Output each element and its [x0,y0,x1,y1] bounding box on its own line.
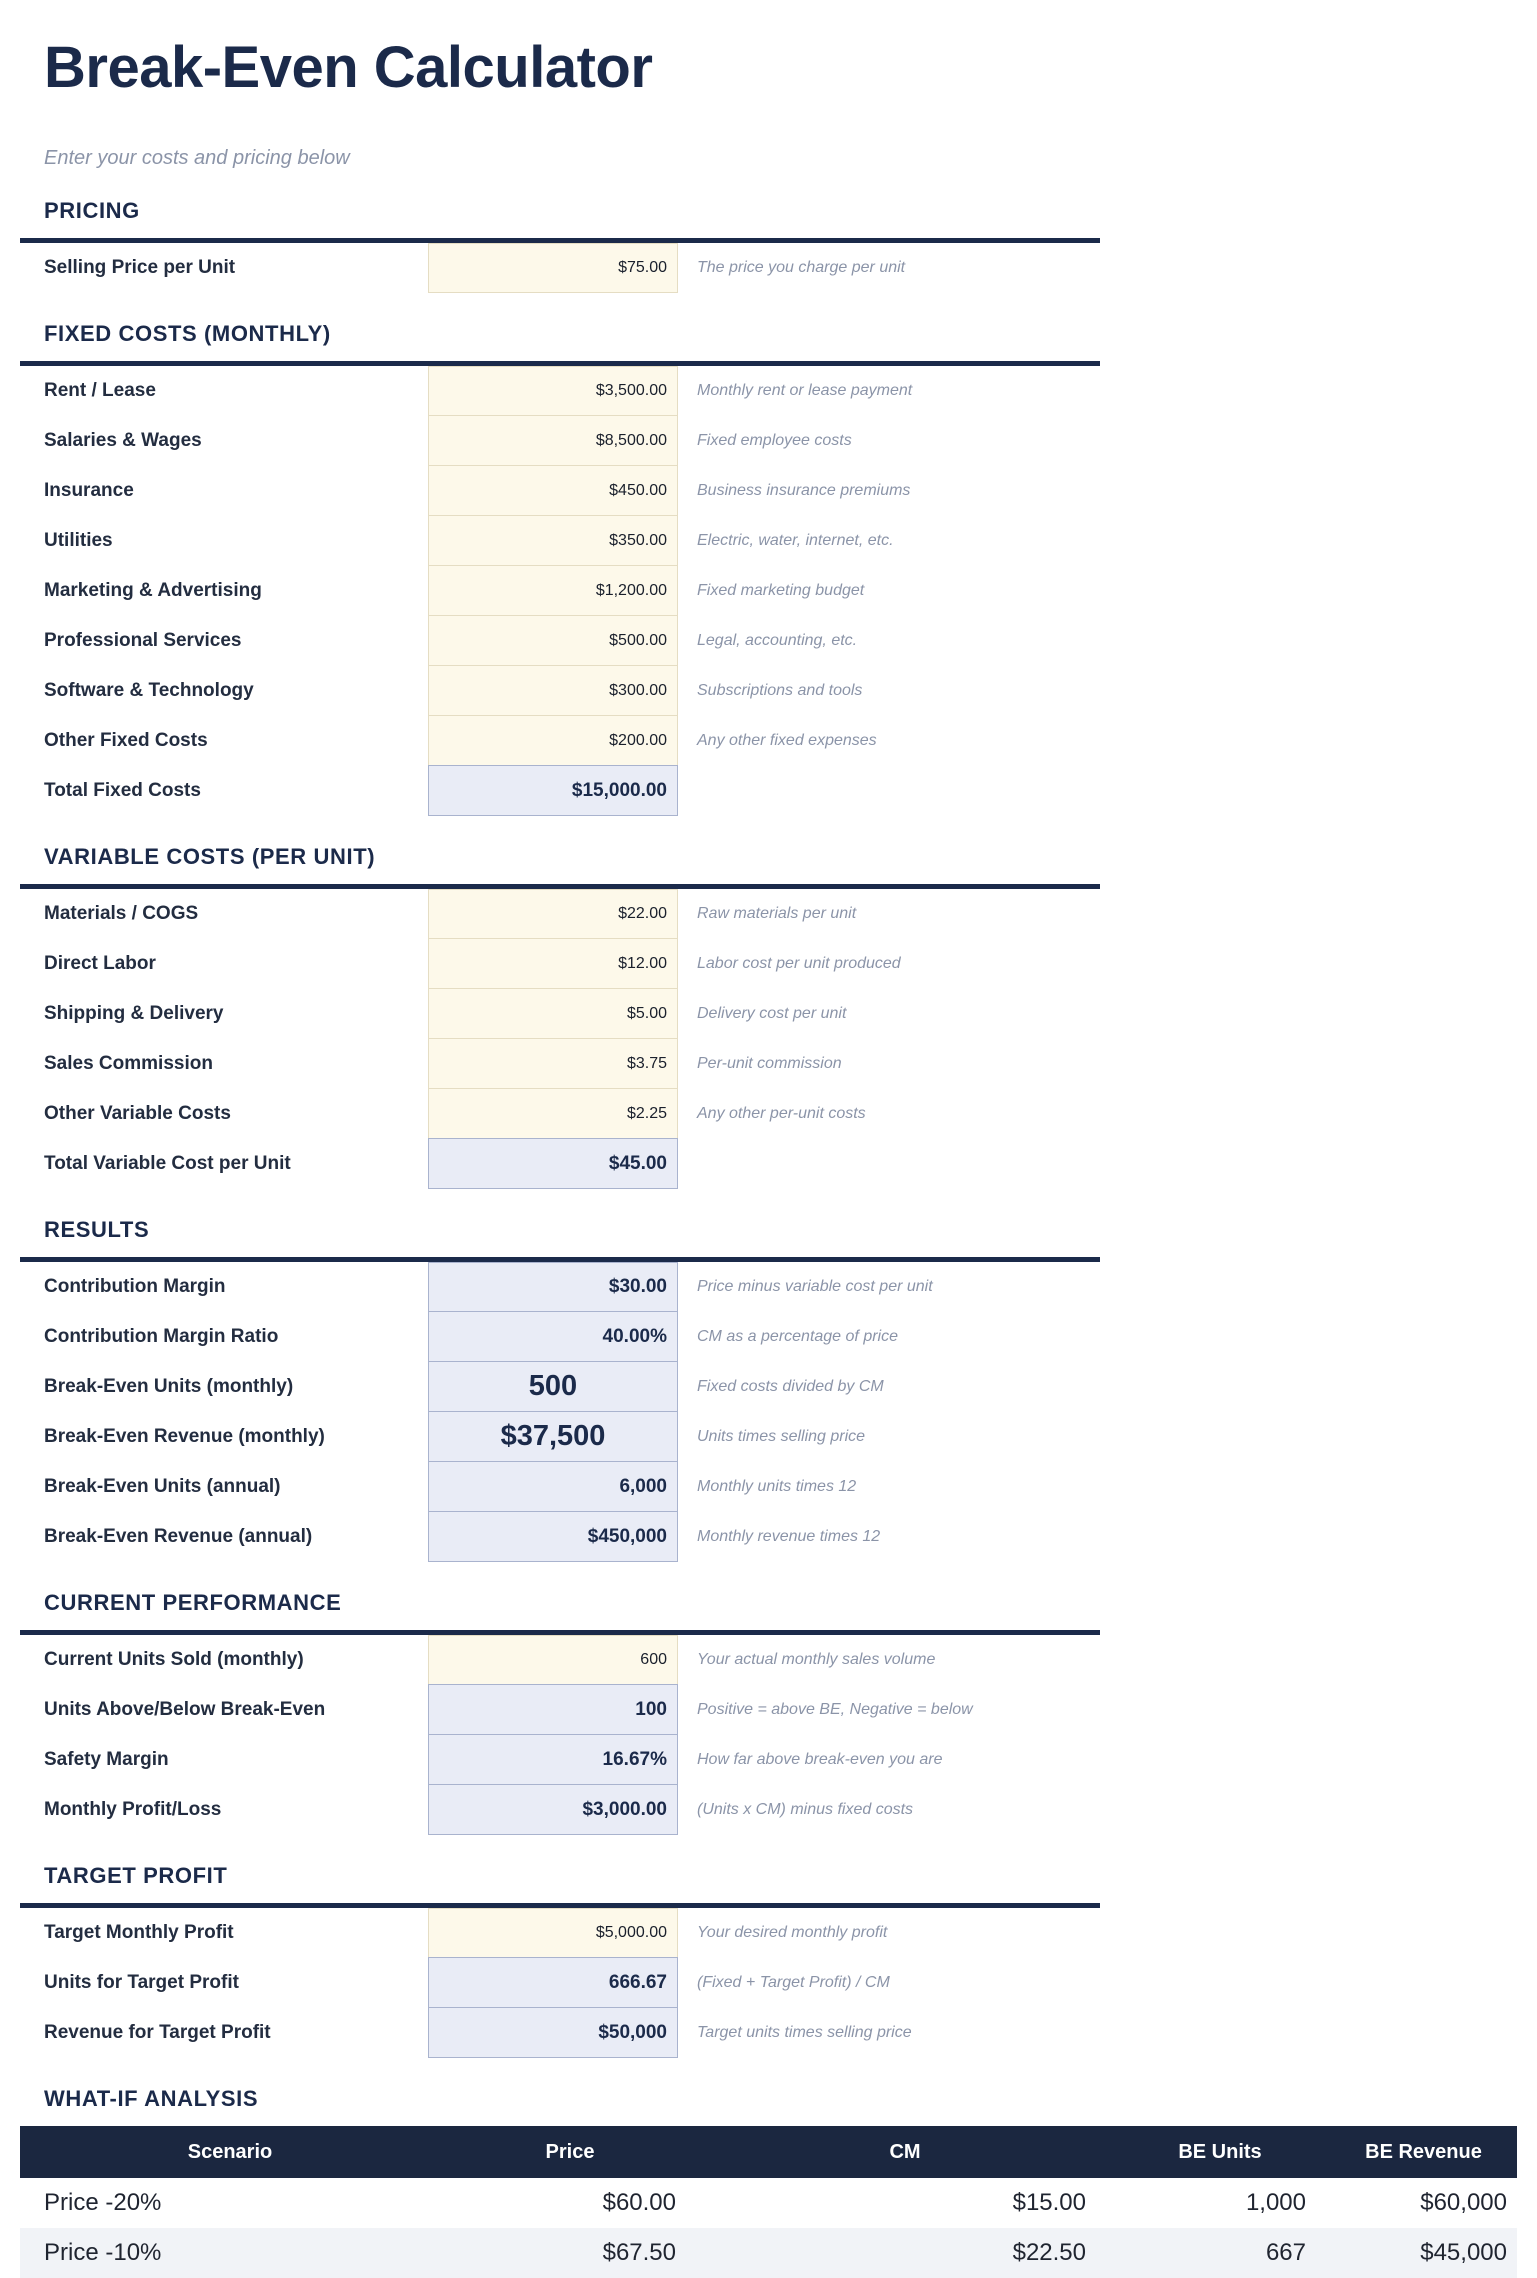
contribution-margin-value: $30.00 [428,1262,678,1312]
row-label: Marketing & Advertising [44,580,262,601]
price-cell: $60.00 [602,2189,676,2216]
row-description: Labor cost per unit produced [697,955,901,972]
section-heading-target-profit: TARGET PROFIT [44,1863,228,1888]
section-variable-costs [20,844,1517,1189]
form-row-software-technology [20,666,1100,716]
row-description: Any other per-unit costs [697,1105,866,1122]
row-label: Break-Even Revenue (annual) [44,1526,313,1547]
row-label: Insurance [44,480,134,501]
scenario-cell: Price -10% [44,2239,162,2266]
row-description: Subscriptions and tools [697,682,863,699]
row-description: Monthly units times 12 [697,1478,857,1495]
form-row-shipping-delivery [20,989,1100,1039]
form-row-utilities [20,516,1100,566]
section-target-profit [20,1863,1517,2058]
row-label: Utilities [44,530,113,551]
row-description: Fixed costs divided by CM [697,1378,884,1395]
row-description: Positive = above BE, Negative = below [697,1701,973,1718]
units-above-below-value: 100 [428,1684,678,1735]
pricing-rows [20,238,1100,293]
row-label: Revenue for Target Profit [44,2022,271,2043]
materials-cogs-input[interactable]: $22.00 [428,889,678,939]
form-row-break-even-units-monthly [20,1362,1100,1412]
row-label: Contribution Margin [44,1276,226,1297]
row-description: Raw materials per unit [697,905,857,922]
form-row-marketing-advertising [20,566,1100,616]
form-row-break-even-revenue-monthly [20,1412,1100,1462]
scenario-cell: Price -20% [44,2189,162,2216]
selling-price-input[interactable]: $75.00 [428,243,678,293]
form-row-units-for-target-profit [20,1958,1100,2008]
row-label: Target Monthly Profit [44,1922,234,1943]
form-row-break-even-revenue-annual [20,1512,1100,1562]
row-description: (Fixed + Target Profit) / CM [697,1974,890,1991]
form-row-other-variable-costs [20,1089,1100,1139]
break-even-revenue-annual-value: $450,000 [428,1511,678,1562]
break-even-units-monthly-value: 500 [428,1361,678,1412]
monthly-profit-loss-value: $3,000.00 [428,1784,678,1835]
contribution-margin-ratio-value: 40.00% [428,1311,678,1362]
target-profit-rows [20,1903,1100,2058]
row-description: Fixed employee costs [697,432,852,449]
row-description: Your actual monthly sales volume [697,1651,936,1668]
row-label: Units Above/Below Break-Even [44,1699,326,1720]
form-row-materials-cogs [20,889,1100,939]
column-header-price: Price [545,2140,595,2163]
row-label: Shipping & Delivery [44,1003,224,1024]
row-label: Rent / Lease [44,380,156,401]
row-description: How far above break-even you are [697,1751,943,1768]
row-label: Break-Even Units (monthly) [44,1376,294,1397]
total-fixed-costs-value: $15,000.00 [428,765,678,816]
section-current-performance [20,1590,1517,1835]
revenue-for-target-profit-value: $50,000 [428,2007,678,2058]
row-label: Materials / COGS [44,903,199,924]
column-header-be-units: BE Units [1178,2140,1262,2163]
be-units-cell: 667 [1265,2239,1306,2266]
column-header-scenario: Scenario [187,2140,273,2163]
page-title: Break-Even Calculator [44,35,653,100]
column-header-cm: CM [889,2140,921,2163]
current-units-sold-input[interactable]: 600 [428,1635,678,1685]
row-description: CM as a percentage of price [697,1328,898,1345]
row-description: Your desired monthly profit [697,1924,888,1941]
row-label: Total Variable Cost per Unit [44,1153,291,1174]
rent-lease-input[interactable]: $3,500.00 [428,366,678,416]
row-label: Contribution Margin Ratio [44,1326,279,1347]
form-row-rent-lease [20,366,1100,416]
row-label: Units for Target Profit [44,1972,239,1993]
row-description: The price you charge per unit [697,259,906,276]
row-label: Software & Technology [44,680,254,701]
row-label: Break-Even Revenue (monthly) [44,1426,325,1447]
row-description: Electric, water, internet, etc. [697,532,894,549]
form-row-other-fixed-costs [20,716,1100,766]
row-description: Any other fixed expenses [697,732,877,749]
form-row-units-above-below [20,1685,1100,1735]
be-revenue-cell: $45,000 [1420,2239,1507,2266]
section-heading-variable-costs: VARIABLE COSTS (PER UNIT) [44,844,376,869]
break-even-units-annual-value: 6,000 [428,1461,678,1512]
form-row-total-fixed-costs [20,766,1100,816]
row-label: Safety Margin [44,1749,169,1770]
salaries-wages-input[interactable]: $8,500.00 [428,415,678,466]
sales-commission-input[interactable]: $3.75 [428,1038,678,1089]
utilities-input[interactable]: $350.00 [428,515,678,566]
section-heading-what-if: WHAT-IF ANALYSIS [44,2086,259,2111]
form-row-current-units-sold [20,1635,1100,1685]
section-results [20,1217,1517,1562]
row-description: Per-unit commission [697,1055,842,1072]
break-even-revenue-monthly-value: $37,500 [428,1411,678,1462]
row-label: Direct Labor [44,953,156,974]
price-cell: $67.50 [602,2239,676,2266]
table-row-price-minus-10 [20,2228,1517,2278]
total-variable-cost-value: $45.00 [428,1138,678,1189]
form-row-safety-margin [20,1735,1100,1785]
form-row-monthly-profit-loss [20,1785,1100,1835]
form-row-break-even-units-annual [20,1462,1100,1512]
table-row-price-minus-20 [20,2178,1517,2228]
section-heading-pricing: PRICING [44,198,140,223]
form-row-contribution-margin [20,1262,1100,1312]
section-heading-results: RESULTS [44,1217,150,1242]
form-row-target-monthly-profit [20,1908,1100,1958]
target-monthly-profit-input[interactable]: $5,000.00 [428,1908,678,1958]
cm-cell: $22.50 [1012,2239,1086,2266]
section-heading-fixed-costs: FIXED COSTS (MONTHLY) [44,321,331,346]
row-description: Monthly revenue times 12 [697,1528,881,1545]
row-description [678,766,1100,816]
row-label: Other Fixed Costs [44,730,208,751]
professional-services-input[interactable]: $500.00 [428,615,678,666]
row-label: Sales Commission [44,1053,213,1074]
shipping-delivery-input[interactable]: $5.00 [428,988,678,1039]
form-row-salaries-wages [20,416,1100,466]
software-technology-input[interactable]: $300.00 [428,665,678,716]
be-revenue-cell: $60,000 [1420,2189,1507,2216]
row-label: Total Fixed Costs [44,780,201,801]
form-row-direct-labor [20,939,1100,989]
row-description: Units times selling price [697,1428,866,1445]
row-description: Target units times selling price [697,2024,912,2041]
section-heading-current-performance: CURRENT PERFORMANCE [44,1590,342,1615]
cm-cell: $15.00 [1012,2189,1086,2216]
results-rows [20,1257,1100,1562]
fixed-costs-rows [20,361,1100,816]
row-label: Selling Price per Unit [44,257,236,278]
row-description: (Units x CM) minus fixed costs [697,1801,914,1818]
page-subtitle: Enter your costs and pricing below [44,147,350,169]
row-description: Business insurance premiums [697,482,911,499]
row-label: Salaries & Wages [44,430,202,451]
section-fixed-costs [20,321,1517,816]
form-row-sales-commission [20,1039,1100,1089]
what-if-table-header [20,2126,1517,2178]
marketing-advertising-input[interactable]: $1,200.00 [428,565,678,616]
current-performance-rows [20,1630,1100,1835]
units-for-target-profit-value: 666.67 [428,1957,678,2008]
be-units-cell: 1,000 [1245,2189,1306,2216]
row-label: Professional Services [44,630,242,651]
row-label: Monthly Profit/Loss [44,1799,222,1820]
row-description [678,1139,1100,1189]
row-description: Fixed marketing budget [697,582,865,599]
other-variable-costs-input[interactable]: $2.25 [428,1088,678,1139]
what-if-table [20,2126,1517,2278]
row-description: Delivery cost per unit [697,1005,847,1022]
form-row-total-variable-cost [20,1139,1100,1189]
form-row-professional-services [20,616,1100,666]
form-row-insurance [20,466,1100,516]
row-description: Price minus variable cost per unit [697,1278,933,1295]
form-row-contribution-margin-ratio [20,1312,1100,1362]
column-header-be-revenue: BE Revenue [1365,2140,1482,2163]
direct-labor-input[interactable]: $12.00 [428,938,678,989]
form-row-selling-price [20,243,1100,293]
row-description: Monthly rent or lease payment [697,382,913,399]
section-pricing [20,198,1517,293]
form-row-revenue-for-target-profit [20,2008,1100,2058]
variable-costs-rows [20,884,1100,1189]
row-description: Legal, accounting, etc. [697,632,858,649]
safety-margin-value: 16.67% [428,1734,678,1785]
row-label: Other Variable Costs [44,1103,231,1124]
other-fixed-costs-input[interactable]: $200.00 [428,715,678,766]
section-what-if-analysis [20,2086,1517,2278]
row-label: Current Units Sold (monthly) [44,1649,304,1670]
insurance-input[interactable]: $450.00 [428,465,678,516]
row-label: Break-Even Units (annual) [44,1476,281,1497]
